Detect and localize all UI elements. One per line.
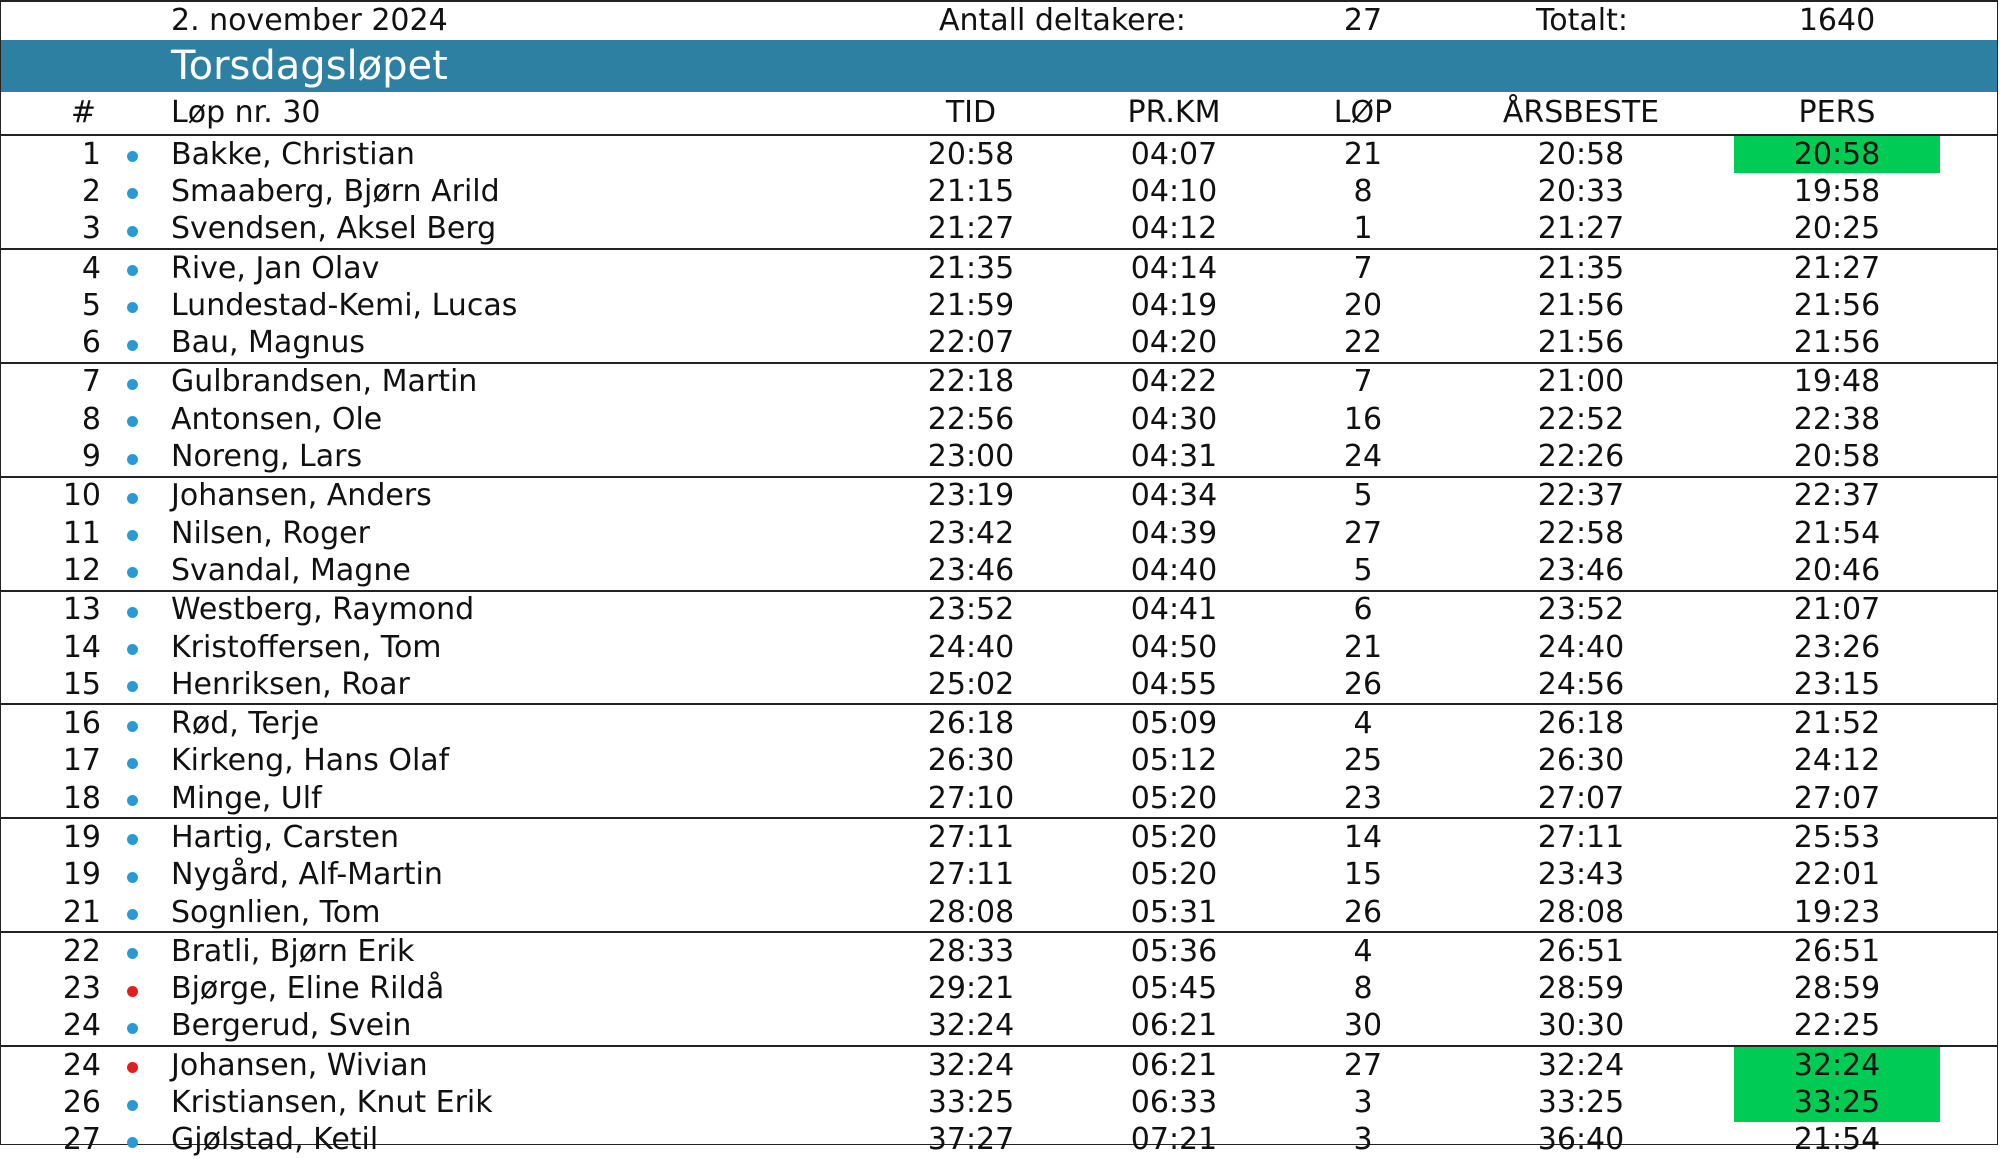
runs-cell: 21	[1343, 629, 1383, 665]
runner-name: Gulbrandsen, Martin	[171, 364, 478, 400]
rank-cell: 22	[62, 933, 101, 969]
rank-cell: 24	[62, 1008, 101, 1044]
blue-dot-icon	[127, 1137, 138, 1148]
runs-cell: 15	[1343, 857, 1383, 893]
time-cell: 26:30	[927, 743, 1015, 779]
blue-dot-icon	[127, 454, 138, 465]
personal-best-cell: 23:26	[1793, 629, 1881, 665]
time-cell: 27:11	[927, 857, 1015, 893]
pace-cell: 05:12	[1130, 743, 1218, 779]
season-best-cell: 22:26	[1537, 439, 1625, 475]
runner-name: Westberg, Raymond	[171, 592, 475, 628]
rank-cell: 10	[62, 478, 101, 514]
time-cell: 21:15	[927, 173, 1015, 209]
participants-label: Antall deltakere:	[939, 3, 1186, 38]
runner-name: Bjørge, Eline Rildå	[171, 971, 445, 1007]
time-cell: 33:25	[927, 1085, 1015, 1121]
pace-cell: 05:31	[1130, 894, 1218, 930]
runs-cell: 20	[1343, 287, 1383, 323]
personal-best-cell: 20:58	[1734, 136, 1940, 173]
runner-name: Minge, Ulf	[171, 780, 322, 816]
status-dot-icon	[127, 478, 141, 515]
blue-dot-icon	[127, 567, 138, 578]
pace-cell: 06:33	[1130, 1085, 1218, 1121]
col-personal-best: PERS	[1798, 95, 1876, 130]
status-dot-icon	[127, 629, 141, 666]
runner-name: Kristiansen, Knut Erik	[171, 1085, 493, 1121]
red-dot-icon	[127, 1062, 138, 1073]
personal-best-cell: 21:07	[1793, 592, 1881, 628]
season-best-cell: 27:11	[1537, 819, 1625, 855]
pace-cell: 06:21	[1130, 1047, 1218, 1083]
pace-cell: 05:20	[1130, 857, 1218, 893]
season-best-cell: 23:43	[1537, 857, 1625, 893]
runner-name: Nygård, Alf-Martin	[171, 857, 443, 893]
status-dot-icon	[127, 780, 141, 817]
pace-cell: 04:20	[1130, 325, 1218, 361]
blue-dot-icon	[127, 721, 138, 732]
table-row	[1, 857, 1997, 894]
personal-best-cell: 24:12	[1793, 743, 1881, 779]
blue-dot-icon	[127, 493, 138, 504]
rank-cell: 27	[62, 1122, 101, 1158]
blue-dot-icon	[127, 530, 138, 541]
table-row	[1, 211, 1997, 250]
pace-cell: 04:07	[1130, 136, 1218, 172]
runs-cell: 3	[1353, 1085, 1373, 1121]
runner-name: Nilsen, Roger	[171, 515, 370, 551]
season-best-cell: 21:00	[1537, 364, 1625, 400]
season-best-cell: 23:52	[1537, 592, 1625, 628]
runner-name: Bergerud, Svein	[171, 1008, 412, 1044]
time-cell: 21:27	[927, 211, 1015, 247]
status-dot-icon	[127, 705, 141, 742]
table-row	[1, 1122, 1997, 1159]
blue-dot-icon	[127, 1100, 138, 1111]
personal-best-cell: 22:38	[1793, 401, 1881, 437]
rank-cell: 2	[81, 173, 101, 209]
season-best-cell: 20:33	[1537, 173, 1625, 209]
season-best-cell: 22:52	[1537, 401, 1625, 437]
personal-best-cell: 21:56	[1793, 287, 1881, 323]
season-best-cell: 33:25	[1537, 1085, 1625, 1121]
time-cell: 23:52	[927, 592, 1015, 628]
table-row	[1, 780, 1997, 819]
runner-name: Bratli, Bjørn Erik	[171, 933, 415, 969]
table-row	[1, 287, 1997, 324]
blue-dot-icon	[127, 834, 138, 845]
time-cell: 22:18	[927, 364, 1015, 400]
runner-name: Noreng, Lars	[171, 439, 363, 475]
pace-cell: 04:41	[1130, 592, 1218, 628]
table-row	[1, 515, 1997, 552]
season-best-cell: 24:40	[1537, 629, 1625, 665]
pace-cell: 06:21	[1130, 1008, 1218, 1044]
rank-cell: 19	[62, 857, 101, 893]
time-cell: 23:00	[927, 439, 1015, 475]
status-dot-icon	[127, 857, 141, 894]
runner-name: Kirkeng, Hans Olaf	[171, 743, 450, 779]
runner-name: Hartig, Carsten	[171, 819, 400, 855]
race-date: 2. november 2024	[171, 3, 448, 38]
table-row	[1, 478, 1997, 515]
runs-cell: 22	[1343, 325, 1383, 361]
table-row	[1, 364, 1997, 401]
pace-cell: 04:30	[1130, 401, 1218, 437]
personal-best-cell: 21:56	[1793, 325, 1881, 361]
runs-cell: 27	[1343, 515, 1383, 551]
status-dot-icon	[127, 287, 141, 324]
time-cell: 28:33	[927, 933, 1015, 969]
pace-cell: 04:39	[1130, 515, 1218, 551]
season-best-cell: 26:18	[1537, 706, 1625, 742]
runner-name: Rød, Terje	[171, 706, 320, 742]
personal-best-cell: 20:25	[1793, 211, 1881, 247]
personal-best-cell: 21:54	[1793, 515, 1881, 551]
personal-best-cell: 32:24	[1734, 1047, 1940, 1084]
runs-cell: 1	[1353, 211, 1373, 247]
time-cell: 23:46	[927, 552, 1015, 588]
personal-best-cell: 19:48	[1793, 364, 1881, 400]
rank-cell: 4	[81, 250, 101, 286]
rank-cell: 7	[81, 364, 101, 400]
table-row	[1, 1008, 1997, 1047]
runner-name: Gjølstad, Ketil	[171, 1122, 379, 1158]
pace-cell: 04:19	[1130, 287, 1218, 323]
runs-cell: 7	[1353, 250, 1373, 286]
time-cell: 29:21	[927, 971, 1015, 1007]
time-cell: 32:24	[927, 1008, 1015, 1044]
pace-cell: 05:36	[1130, 933, 1218, 969]
blue-dot-icon	[127, 872, 138, 883]
status-dot-icon	[127, 592, 141, 629]
runs-cell: 3	[1353, 1122, 1373, 1158]
runner-name: Antonsen, Ole	[171, 401, 383, 437]
status-dot-icon	[127, 401, 141, 438]
season-best-cell: 21:56	[1537, 325, 1625, 361]
runner-name: Rive, Jan Olav	[171, 250, 380, 286]
pace-cell: 05:09	[1130, 706, 1218, 742]
season-best-cell: 20:58	[1537, 136, 1625, 172]
status-dot-icon	[127, 438, 141, 475]
table-row	[1, 1047, 1997, 1084]
pace-cell: 05:20	[1130, 819, 1218, 855]
personal-best-cell: 19:23	[1793, 894, 1881, 930]
personal-best-cell: 21:52	[1793, 706, 1881, 742]
season-best-cell: 26:30	[1537, 743, 1625, 779]
pace-cell: 04:50	[1130, 629, 1218, 665]
info-row	[1, 2, 1997, 40]
season-best-cell: 21:35	[1537, 250, 1625, 286]
status-dot-icon	[127, 364, 141, 401]
runs-cell: 4	[1353, 933, 1373, 969]
blue-dot-icon	[127, 681, 138, 692]
status-dot-icon	[127, 324, 141, 361]
table-row	[1, 592, 1997, 629]
status-dot-icon	[127, 250, 141, 287]
personal-best-cell: 22:25	[1793, 1008, 1881, 1044]
table-row	[1, 666, 1997, 705]
personal-best-cell: 25:53	[1793, 819, 1881, 855]
pace-cell: 04:14	[1130, 250, 1218, 286]
table-row	[1, 743, 1997, 780]
status-dot-icon	[127, 136, 141, 173]
season-best-cell: 32:24	[1537, 1047, 1625, 1083]
personal-best-cell: 20:58	[1793, 439, 1881, 475]
runner-name: Henriksen, Roar	[171, 666, 410, 702]
rank-cell: 11	[62, 515, 101, 551]
blue-dot-icon	[127, 607, 138, 618]
rank-cell: 16	[62, 706, 101, 742]
participants-count: 27	[1343, 3, 1383, 38]
table-row	[1, 894, 1997, 933]
time-cell: 25:02	[927, 666, 1015, 702]
pace-cell: 07:21	[1130, 1122, 1218, 1158]
rank-cell: 26	[62, 1085, 101, 1121]
status-dot-icon	[127, 1122, 141, 1159]
table-row	[1, 819, 1997, 856]
season-best-cell: 23:46	[1537, 552, 1625, 588]
status-dot-icon	[127, 971, 141, 1008]
time-cell: 21:35	[927, 250, 1015, 286]
season-best-cell: 30:30	[1537, 1008, 1625, 1044]
runs-cell: 30	[1343, 1008, 1383, 1044]
blue-dot-icon	[127, 758, 138, 769]
rank-cell: 1	[81, 136, 101, 172]
status-dot-icon	[127, 819, 141, 856]
pace-cell: 04:31	[1130, 439, 1218, 475]
runs-cell: 25	[1343, 743, 1383, 779]
time-cell: 28:08	[927, 894, 1015, 930]
status-dot-icon	[127, 1084, 141, 1121]
season-best-cell: 36:40	[1537, 1122, 1625, 1158]
blue-dot-icon	[127, 188, 138, 199]
personal-best-cell: 33:25	[1734, 1084, 1940, 1121]
season-best-cell: 22:37	[1537, 478, 1625, 514]
red-dot-icon	[127, 986, 138, 997]
blue-dot-icon	[127, 340, 138, 351]
runner-name: Svandal, Magne	[171, 552, 411, 588]
status-dot-icon	[127, 552, 141, 589]
runner-name: Bakke, Christian	[171, 136, 415, 172]
table-row	[1, 629, 1997, 666]
pace-cell: 05:20	[1130, 780, 1218, 816]
blue-dot-icon	[127, 265, 138, 276]
rank-cell: 8	[81, 401, 101, 437]
rank-cell: 5	[81, 287, 101, 323]
time-cell: 32:24	[927, 1047, 1015, 1083]
season-best-cell: 21:27	[1537, 211, 1625, 247]
runs-cell: 8	[1353, 971, 1373, 1007]
table-row	[1, 552, 1997, 591]
col-race: Løp nr. 30	[171, 95, 321, 130]
runs-cell: 4	[1353, 706, 1373, 742]
runs-cell: 27	[1343, 1047, 1383, 1083]
personal-best-cell: 22:37	[1793, 478, 1881, 514]
pace-cell: 04:55	[1130, 666, 1218, 702]
time-cell: 21:59	[927, 287, 1015, 323]
time-cell: 20:58	[927, 136, 1015, 172]
season-best-cell: 24:56	[1537, 666, 1625, 702]
table-row	[1, 705, 1997, 742]
season-best-cell: 28:08	[1537, 894, 1625, 930]
status-dot-icon	[127, 515, 141, 552]
col-runs: LØP	[1333, 95, 1393, 130]
season-best-cell: 21:56	[1537, 287, 1625, 323]
status-dot-icon	[127, 894, 141, 931]
runner-name: Bau, Magnus	[171, 325, 366, 361]
time-cell: 23:19	[927, 478, 1015, 514]
pace-cell: 04:10	[1130, 173, 1218, 209]
runs-cell: 23	[1343, 780, 1383, 816]
personal-best-cell: 21:54	[1793, 1122, 1881, 1158]
runs-cell: 8	[1353, 173, 1373, 209]
rank-cell: 19	[62, 819, 101, 855]
rank-cell: 13	[62, 592, 101, 628]
season-best-cell: 22:58	[1537, 515, 1625, 551]
time-cell: 37:27	[927, 1122, 1015, 1158]
status-dot-icon	[127, 933, 141, 970]
runs-cell: 26	[1343, 666, 1383, 702]
table-row	[1, 401, 1997, 438]
time-cell: 26:18	[927, 706, 1015, 742]
runs-cell: 16	[1343, 401, 1383, 437]
blue-dot-icon	[127, 226, 138, 237]
time-cell: 27:11	[927, 819, 1015, 855]
time-cell: 22:07	[927, 325, 1015, 361]
table-row	[1, 136, 1997, 173]
runner-name: Svendsen, Aksel Berg	[171, 211, 497, 247]
pace-cell: 04:34	[1130, 478, 1218, 514]
personal-best-cell: 23:15	[1793, 666, 1881, 702]
col-pace: PR.KM	[1127, 95, 1221, 130]
table-row	[1, 971, 1997, 1008]
runs-cell: 5	[1353, 552, 1373, 588]
total-count: 1640	[1798, 3, 1876, 38]
rank-cell: 12	[62, 552, 101, 588]
rank-cell: 21	[62, 894, 101, 930]
time-cell: 23:42	[927, 515, 1015, 551]
status-dot-icon	[127, 666, 141, 703]
runner-name: Johansen, Anders	[171, 478, 432, 514]
col-season-best: ÅRSBESTE	[1502, 95, 1660, 130]
runner-name: Sognlien, Tom	[171, 894, 381, 930]
pace-cell: 04:22	[1130, 364, 1218, 400]
pace-cell: 04:40	[1130, 552, 1218, 588]
blue-dot-icon	[127, 416, 138, 427]
season-best-cell: 27:07	[1537, 780, 1625, 816]
pace-cell: 04:12	[1130, 211, 1218, 247]
runs-cell: 5	[1353, 478, 1373, 514]
blue-dot-icon	[127, 909, 138, 920]
blue-dot-icon	[127, 1023, 138, 1034]
runner-name: Smaaberg, Bjørn Arild	[171, 173, 500, 209]
total-label: Totalt:	[1536, 3, 1628, 38]
runner-name: Kristoffersen, Tom	[171, 629, 442, 665]
time-cell: 27:10	[927, 780, 1015, 816]
rank-cell: 24	[62, 1047, 101, 1083]
status-dot-icon	[127, 743, 141, 780]
table-row	[1, 324, 1997, 363]
status-dot-icon	[127, 1008, 141, 1045]
rank-cell: 18	[62, 780, 101, 816]
table-row	[1, 933, 1997, 970]
personal-best-cell: 22:01	[1793, 857, 1881, 893]
col-rank: #	[70, 95, 96, 130]
time-cell: 24:40	[927, 629, 1015, 665]
table-row	[1, 1084, 1997, 1121]
table-row	[1, 438, 1997, 477]
rank-cell: 6	[81, 325, 101, 361]
rank-cell: 9	[81, 439, 101, 475]
table-row	[1, 173, 1997, 210]
runner-name: Johansen, Wivian	[171, 1047, 428, 1083]
runs-cell: 24	[1343, 439, 1383, 475]
status-dot-icon	[127, 211, 141, 248]
pace-cell: 05:45	[1130, 971, 1218, 1007]
page-title: Torsdagsløpet	[171, 43, 448, 89]
runs-cell: 6	[1353, 592, 1373, 628]
personal-best-cell: 28:59	[1793, 971, 1881, 1007]
season-best-cell: 28:59	[1537, 971, 1625, 1007]
rank-cell: 23	[62, 971, 101, 1007]
blue-dot-icon	[127, 948, 138, 959]
blue-dot-icon	[127, 795, 138, 806]
personal-best-cell: 21:27	[1793, 250, 1881, 286]
runs-cell: 14	[1343, 819, 1383, 855]
col-time: TID	[945, 95, 997, 130]
rank-cell: 14	[62, 629, 101, 665]
table-row	[1, 250, 1997, 287]
time-cell: 22:56	[927, 401, 1015, 437]
runs-cell: 21	[1343, 136, 1383, 172]
blue-dot-icon	[127, 379, 138, 390]
runner-name: Lundestad-Kemi, Lucas	[171, 287, 518, 323]
blue-dot-icon	[127, 302, 138, 313]
blue-dot-icon	[127, 644, 138, 655]
rank-cell: 3	[81, 211, 101, 247]
rank-cell: 17	[62, 743, 101, 779]
status-dot-icon	[127, 1047, 141, 1084]
personal-best-cell: 27:07	[1793, 780, 1881, 816]
runs-cell: 26	[1343, 894, 1383, 930]
personal-best-cell: 26:51	[1793, 933, 1881, 969]
results-table	[1, 136, 1997, 1159]
status-dot-icon	[127, 173, 141, 210]
season-best-cell: 26:51	[1537, 933, 1625, 969]
personal-best-cell: 19:58	[1793, 173, 1881, 209]
title-banner	[1, 40, 1997, 92]
rank-cell: 15	[62, 666, 101, 702]
personal-best-cell: 20:46	[1793, 552, 1881, 588]
runs-cell: 7	[1353, 364, 1373, 400]
column-header-row	[1, 92, 1997, 136]
blue-dot-icon	[127, 151, 138, 162]
